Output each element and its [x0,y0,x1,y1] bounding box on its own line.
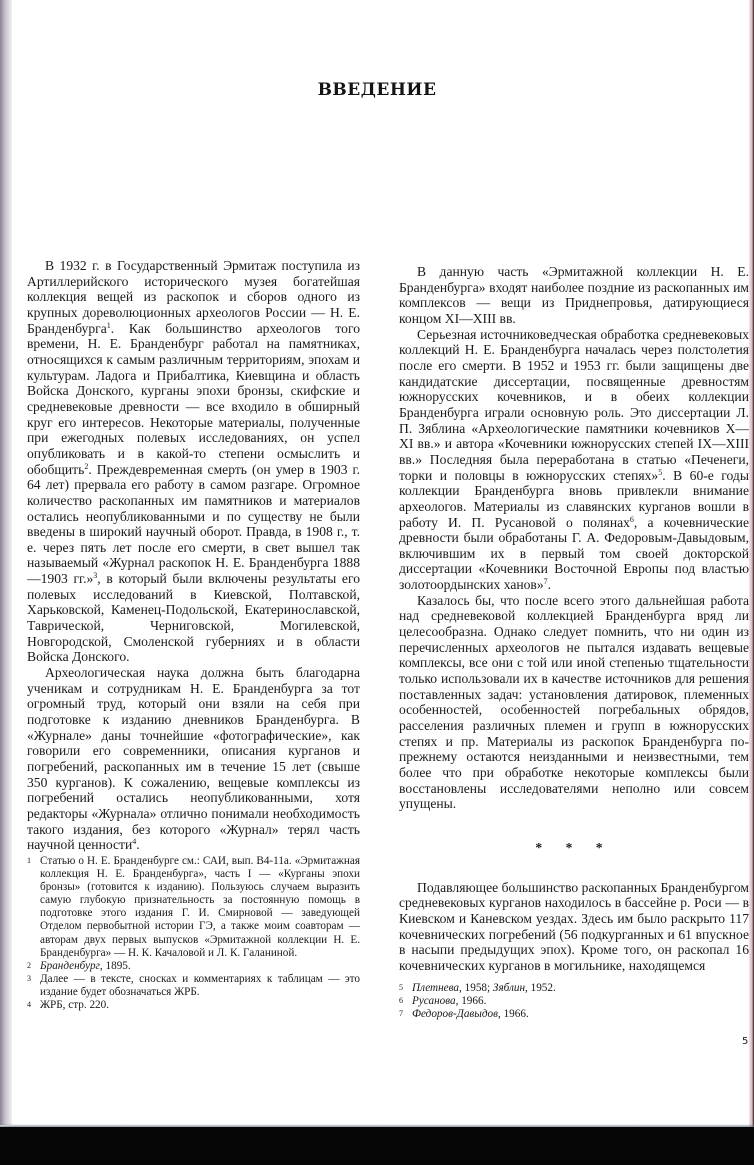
text-segment: , в который были включены результаты его полевых исследований в Киевской, Полтавской, Харьковской, Каменец-Подольской, Екатеринославской, Таврической, Черниговской, Могилевской, Новгородской, Смоленской губерниях и в области Войска Донского. [27,571,360,665]
paragraph [27,258,360,665]
paragraph [27,665,360,853]
paragraph [399,327,749,593]
text-segment: , а кочевнические древности были обработаны Г. А. Федоровым-Давыдовым, включившим их в первый том своей докторской диссертации «Кочевники Восточной Европы под властью золотоордынских ханов» [399,514,749,593]
footnote-ref[interactable]: 1 [106,320,111,330]
footnote-text: ЖРБ, стр. 220. [40,999,110,1012]
footnote-text: , 1958; [459,982,493,994]
scan-edge-bottom [0,1127,754,1165]
footnote-number: 4 [27,1000,31,1010]
footnote-text: , 1966. [455,995,487,1008]
footnote-text: , 1895. [99,959,131,972]
footnote [399,1008,749,1021]
text-segment: . [547,577,552,593]
text-segment: Подавляющее большинство раскопанных Бранденбургом средневековых курганов находилось в бассейне р. Роси — в Киевском и Каневском уездах. Здесь им было раскрыто 117 кочевнических погребений (56 подкурганных и 61 впускное в насыпи предыдущих эпох). Кроме того, он раскопал 16 кочевнических курганов в могильнике, находящемся [399,879,749,973]
footnote-author: Федоров-Давыдов [412,1008,498,1021]
footnote-number: 7 [399,1009,403,1019]
footnotes-right [399,982,749,1021]
footnote [27,999,360,1012]
section-separator: * * * [535,839,613,855]
text-segment: . Преждевременная смерть (он умер в 1903 г. 64 лет) прервала его работу в самом разгаре. Огромное количество раскопанных им памятников и материалов остались неопубликованными и по существу не были введены в широкий научный оборот. Правда, в 1908 г., т. е. через пять лет после его смерти, в свет вышел так называемый «Журнал раскопок Н. Е. Бранденбурга 1888—1903 гг.» [27,461,360,587]
footnote-ref[interactable]: 2 [84,461,89,471]
footnote-ref[interactable]: 5 [658,467,663,477]
text-segment: . [136,837,140,853]
footnote-author: Бранденбург [40,959,100,972]
footnote-ref[interactable]: 3 [93,571,98,581]
text-segment: Серьезная источниковедческая обработка средневековых коллекций Н. Е. Бранденбурга началась через полстолетия после его смерти. В 1952 и 1953 гг. были защищены две кандидатские диссертации, посвященные древностям южнорусских кочевников, и в обеих коллекции Бранденбурга играли основную роль. Это диссертации Л. П. Зяблина «Археологические памятники кочевников X—XI вв.» и автора «Кочевники южнорусских степей IX—XIII вв.» Последняя была переработана в статью «Печенеги, торки и половцы в южнорусских степях» [399,326,749,483]
footnote [399,982,749,995]
footnote [399,995,749,1008]
footnote-text: Статью о Н. Е. Бранденбурге см.: САИ, вып. В4-11а. «Эрмитажная коллекция Н. Е. Бранденбурга», часть I — «Курганы эпохи бронзы» (готовится к изданию). Пользуюсь случаем выразить самую глубокую признательность за постоянную помощь в подготовке этого издания Г. И. Смирновой — заведующей Отделом первобытной истории ГЭ, а также моим соавторам — авторам двух первых выпусков «Эрмитажной коллекции Н. Е. Бранденбурга» — Н. К. Качаловой и Л. К. Галаниной. [40,855,360,959]
text-segment: В 1932 г. в Государственный Эрмитаж поступила из Артиллерийского исторического музея богатейшая коллекция вещей из раскопок и сборов одного из крупных дореволюционных археологов России — Н. Е. Бранденбурга [27,258,360,336]
paragraph [399,264,749,327]
footnote-number: 5 [399,983,403,992]
text-segment: . Как большинство археологов того времени, Н. Е. Бранденбург работал на памятниках, относящихся к самым различным территориям, эпохам и культурам. Ладога и Прибалтика, Киевщина и область Войска Донского, курганы эпохи бронзы, скифские и средневековые древности — все входило в обширный круг его интересов. Некоторые материалы, полученные при ежегодных полевых исследованиях, он успел опубликовать и в какой-то степени осмыслить и обобщить [27,320,360,477]
footnote-author: Зяблин [492,982,526,994]
footnote-text: Далее — в тексте, сносках и комментариях к таблицам — это издание будет обозначаться ЖРБ. [40,972,360,998]
footnote-number: 6 [399,996,403,1006]
footnote-text: , 1966. [497,1008,529,1021]
paragraph [399,880,749,974]
text-segment: Археологическая наука должна быть благодарна ученикам и сотрудникам Н. Е. Бранденбурга за тот огромный труд, который они взяли на себя при подготовке к изданию дневников Бранденбурга. В «Журнале» даны точнейшие «фотографические», как говорили его современники, описания курганов и погребений, раскопанных им в течение 15 лет (свыше 350 курганов). К сожалению, вещевые комплексы из погребений остались неопубликованными, хотя редакторы «Журнала» отлично понимали необходимость такого издания, без которого «Журнал» терял часть научной ценности [27,665,360,853]
scan-edge-right [749,0,754,1165]
footnote-ref[interactable]: 7 [543,577,548,587]
footnote-author: Русанова [412,995,456,1008]
scan-edge-left [0,0,12,1125]
footnote-ref[interactable]: 4 [132,837,137,847]
paragraph [399,593,749,812]
footnote-text: , 1952. [525,982,556,994]
text-segment: . В 60-е годы коллекции Бранденбурга вновь привлекли внимание археологов. Материалы из славянских курганов вошли в работу И. П. Русановой о полянах [399,467,749,530]
footnote-number: 2 [27,960,31,970]
page-number: 5 [742,1036,749,1047]
footnote-ref[interactable]: 6 [629,514,634,524]
text-column-left [27,258,360,853]
text-segment: В данную часть «Эрмитажной коллекции Н. Е. Бранденбурга» входят наиболее поздние из раскопанных им комплексов — вещи из Приднепровья, датирующиеся концом XI—XIII вв. [399,264,749,326]
footnote-author: Плетнева [412,982,460,994]
page-title: ВВЕДЕНИЕ [317,80,437,101]
footnote [27,973,360,999]
text-segment: Казалось бы, что после всего этого дальнейшая работа над средневековой коллекцией Бранденбурга вряд ли целесообразна. Однако следует помнить, что ни один из перечисленных археологов не пытался издавать вещевые комплексы, все они с той или иной степенью тщательности только использовали их в качестве источников для решения поставленных задач: установления датировок, племенных особенностей, особенностей погребальных обрядов, расселения различных племен и групп в южнорусских степях и пр. Материалы из раскопок Бранденбурга по-прежнему остаются неизданными и неизвестными, тем более что при обработке некоторые комплексы были восстановлены исследователями неполно или совсем упущены. [399,592,749,812]
text-column-right [399,264,749,974]
footnotes-left [27,855,360,1012]
footnote [27,960,360,973]
footnote-number: 1 [27,856,31,865]
footnote-number: 3 [27,973,31,983]
footnote [27,855,360,960]
